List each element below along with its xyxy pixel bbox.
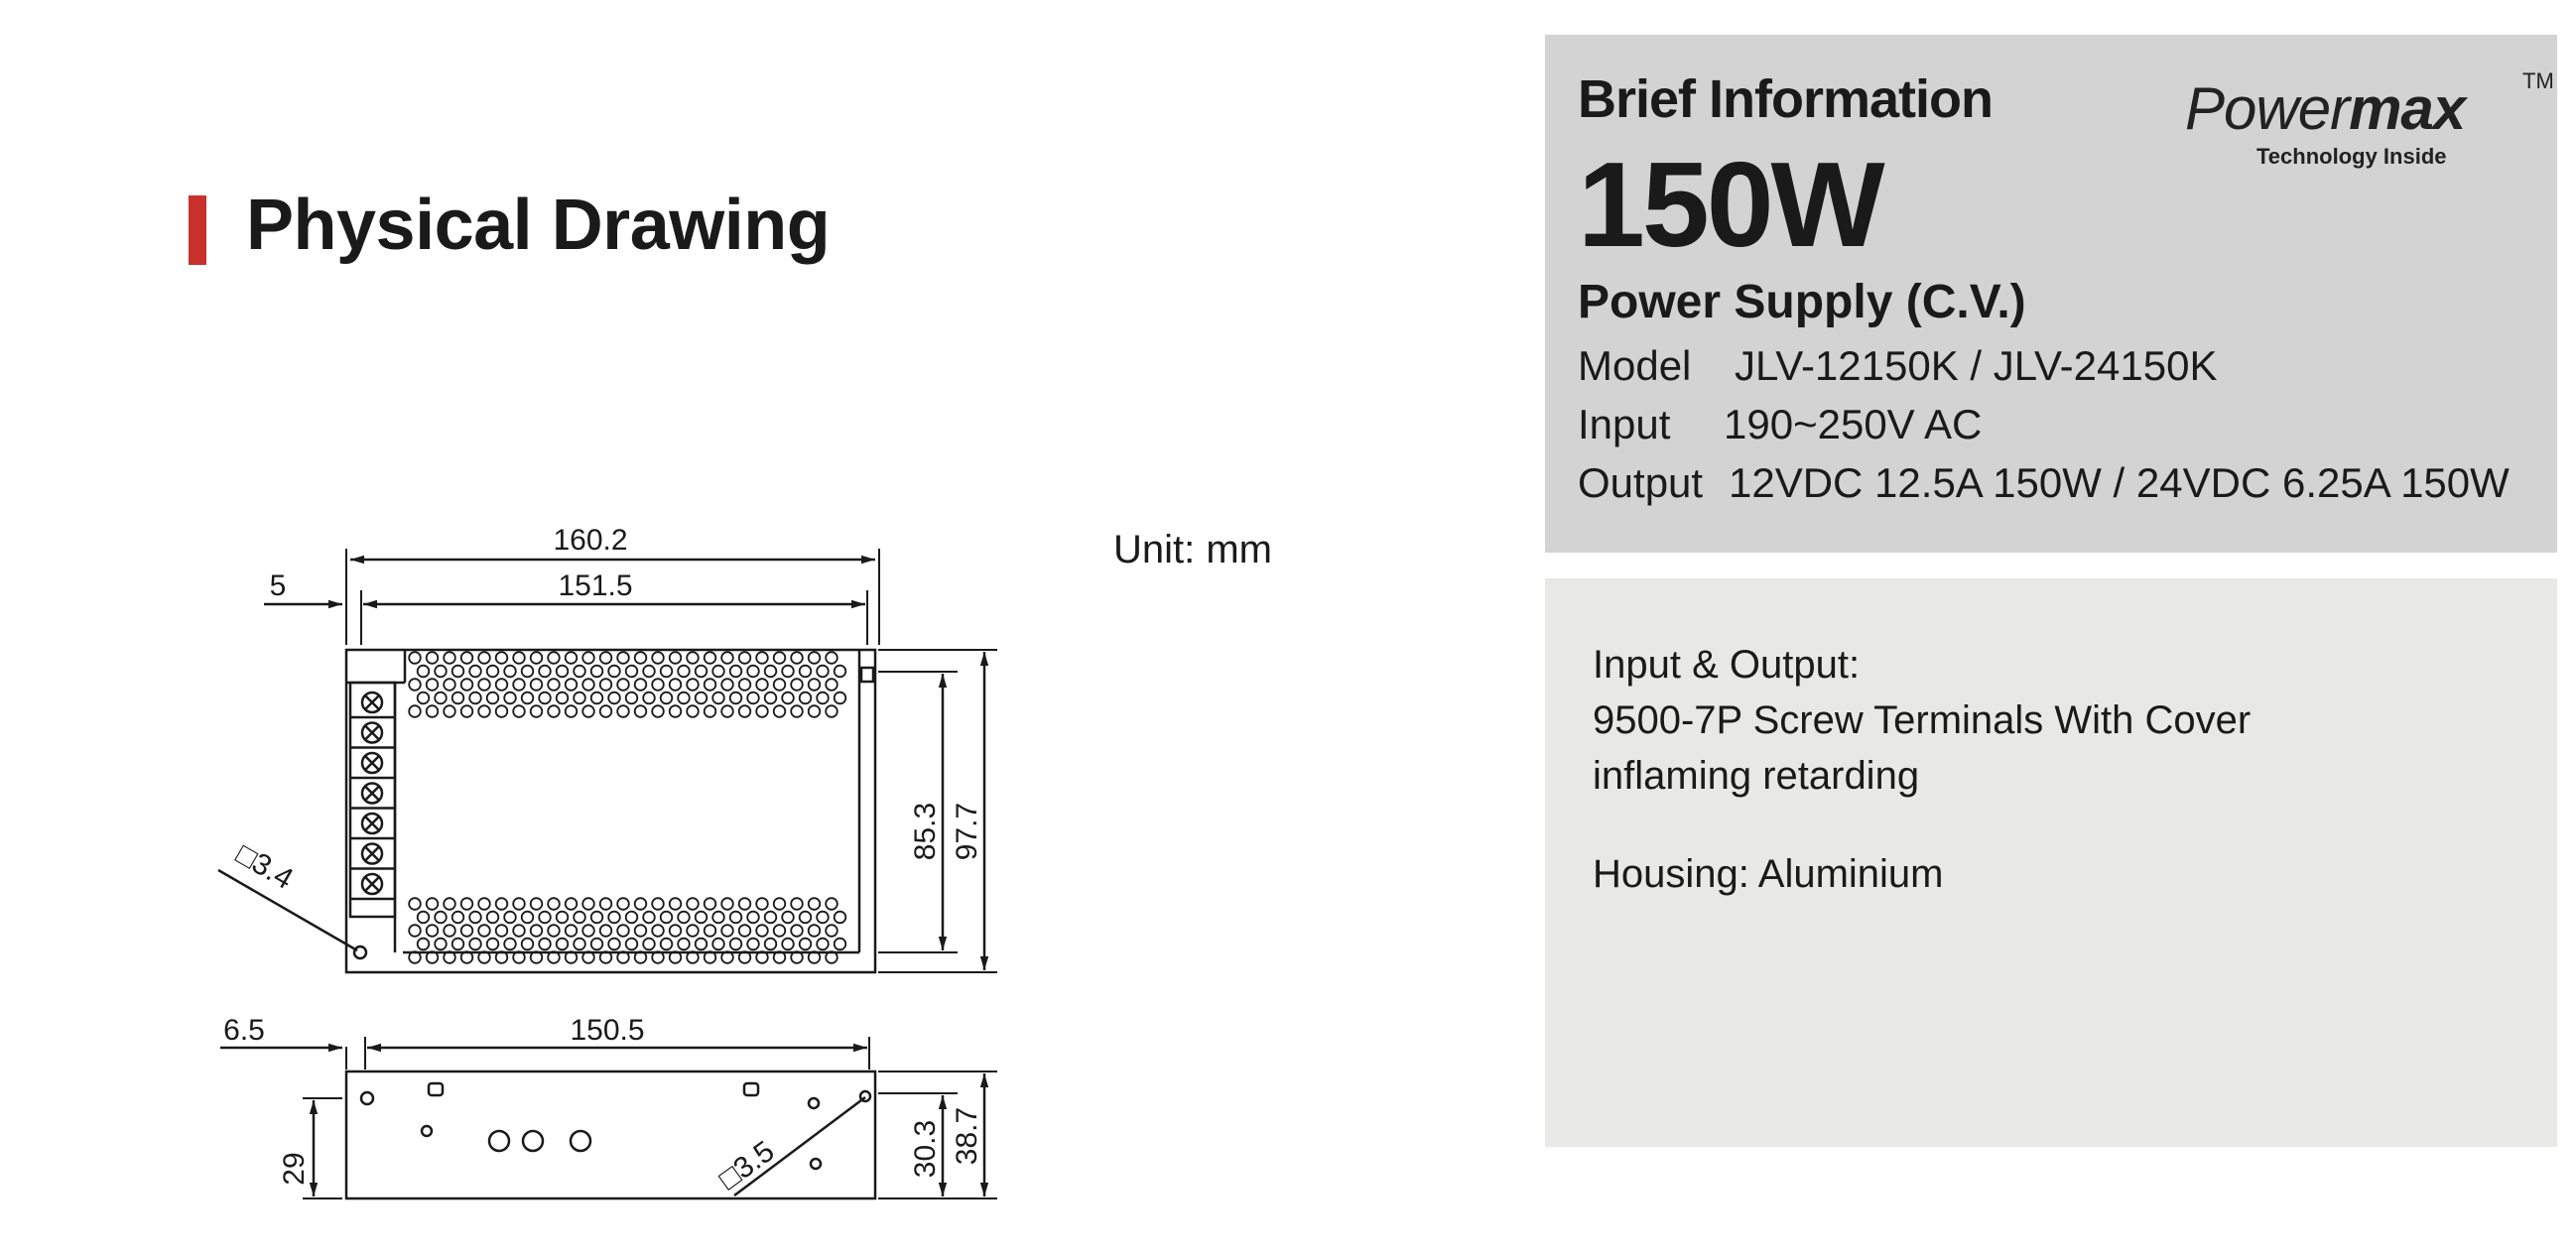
vent-hole bbox=[678, 912, 690, 924]
powermax-logo bbox=[2185, 68, 2554, 169]
vent-hole bbox=[617, 652, 629, 664]
vent-hole bbox=[478, 925, 490, 937]
vent-hole bbox=[435, 666, 447, 678]
vent-hole bbox=[774, 925, 786, 937]
vent-hole bbox=[826, 898, 837, 910]
io-line-1: 9500-7P Screw Terminals With Cover bbox=[1593, 698, 2252, 742]
vent-hole bbox=[712, 939, 724, 950]
vent-hole bbox=[600, 679, 612, 691]
vent-hole bbox=[800, 666, 812, 678]
spec-key: Input bbox=[1578, 401, 1671, 447]
vent-hole bbox=[756, 925, 768, 937]
vent-hole bbox=[548, 652, 560, 664]
vent-hole bbox=[513, 652, 525, 664]
vent-hole bbox=[409, 898, 421, 910]
vent-hole bbox=[478, 679, 490, 691]
vent-hole bbox=[739, 898, 751, 910]
vent-hole bbox=[661, 939, 673, 950]
vent-hole bbox=[418, 666, 430, 678]
vent-hole bbox=[791, 652, 803, 664]
vent-hole bbox=[696, 666, 708, 678]
vent-hole bbox=[461, 679, 473, 691]
vent-hole bbox=[712, 693, 724, 704]
vent-hole bbox=[435, 912, 447, 924]
housing: Housing: Aluminium bbox=[1593, 852, 1944, 896]
vent-hole bbox=[591, 939, 603, 950]
vent-hole bbox=[661, 693, 673, 704]
vent-hole bbox=[747, 666, 759, 678]
vent-hole bbox=[721, 898, 733, 910]
vent-hole bbox=[678, 693, 690, 704]
dim-height-inner: 85.3 bbox=[909, 802, 942, 861]
vent-hole bbox=[608, 666, 620, 678]
vent-hole bbox=[617, 705, 629, 717]
vent-hole bbox=[696, 939, 708, 950]
dim-hole-side: □3.5 bbox=[712, 1134, 781, 1197]
vent-hole bbox=[774, 679, 786, 691]
vent-hole bbox=[687, 705, 699, 717]
product-type: Power Supply (C.V.) bbox=[1578, 276, 2026, 328]
vent-hole bbox=[626, 693, 638, 704]
vent-hole bbox=[791, 705, 803, 717]
vent-hole bbox=[782, 693, 794, 704]
vent-hole bbox=[635, 898, 647, 910]
vent-hole bbox=[444, 679, 455, 691]
vent-hole bbox=[557, 666, 569, 678]
vent-hole bbox=[670, 898, 682, 910]
vent-hole bbox=[643, 939, 655, 950]
vent-hole bbox=[478, 898, 490, 910]
vent-hole bbox=[539, 912, 551, 924]
vent-hole bbox=[496, 898, 508, 910]
vent-hole bbox=[557, 912, 569, 924]
vent-hole bbox=[548, 925, 560, 937]
vent-hole bbox=[635, 652, 647, 664]
vent-hole bbox=[652, 925, 664, 937]
vent-hole bbox=[635, 705, 647, 717]
vent-hole bbox=[774, 652, 786, 664]
vent-hole bbox=[557, 939, 569, 950]
vent-hole bbox=[774, 898, 786, 910]
vent-hole bbox=[539, 666, 551, 678]
vent-hole bbox=[765, 693, 777, 704]
vent-hole bbox=[800, 912, 812, 924]
vent-hole bbox=[531, 705, 543, 717]
vent-hole bbox=[774, 705, 786, 717]
vent-hole bbox=[809, 705, 821, 717]
vent-hole bbox=[427, 652, 439, 664]
vent-hole bbox=[652, 679, 664, 691]
vent-hole bbox=[791, 925, 803, 937]
vent-hole bbox=[747, 939, 759, 950]
vent-hole bbox=[487, 693, 499, 704]
dim-side-height-inner: 30.3 bbox=[909, 1119, 942, 1179]
logo-bold: max bbox=[2349, 75, 2466, 142]
vent-hole bbox=[469, 666, 481, 678]
top-view bbox=[218, 549, 997, 972]
vent-hole bbox=[661, 666, 673, 678]
io-line-2: inflaming retarding bbox=[1593, 754, 1920, 798]
vent-hole bbox=[635, 679, 647, 691]
vent-hole bbox=[566, 652, 578, 664]
vent-hole bbox=[687, 898, 699, 910]
vent-hole bbox=[739, 705, 751, 717]
vent-hole bbox=[739, 925, 751, 937]
dim-side-length: 150.5 bbox=[570, 1014, 645, 1047]
vent-hole bbox=[809, 652, 821, 664]
vent-hole bbox=[469, 939, 481, 950]
vent-hole bbox=[531, 679, 543, 691]
dim-height-outer: 97.7 bbox=[951, 802, 983, 861]
vent-hole bbox=[730, 666, 742, 678]
vent-hole bbox=[504, 939, 516, 950]
vent-hole bbox=[756, 705, 768, 717]
vent-hole bbox=[765, 939, 777, 950]
vent-hole bbox=[705, 652, 716, 664]
vent-hole bbox=[747, 693, 759, 704]
vent-hole bbox=[617, 925, 629, 937]
vent-hole bbox=[765, 666, 777, 678]
vent-hole bbox=[817, 939, 829, 950]
dim-side-height-outer: 38.7 bbox=[951, 1106, 983, 1166]
vent-hole bbox=[469, 912, 481, 924]
vent-hole bbox=[539, 939, 551, 950]
vent-hole bbox=[670, 679, 682, 691]
vent-hole bbox=[574, 939, 585, 950]
vent-hole bbox=[670, 925, 682, 937]
vent-hole bbox=[409, 679, 421, 691]
vent-hole bbox=[427, 898, 439, 910]
vent-hole bbox=[435, 939, 447, 950]
vent-hole bbox=[478, 652, 490, 664]
dim-side-height-left: 29 bbox=[278, 1152, 311, 1186]
vent-hole bbox=[522, 693, 534, 704]
vent-hole bbox=[566, 705, 578, 717]
vent-hole bbox=[600, 898, 612, 910]
spec-key: Model bbox=[1578, 342, 1692, 389]
vent-hole bbox=[608, 912, 620, 924]
vent-hole bbox=[678, 666, 690, 678]
vent-hole bbox=[687, 925, 699, 937]
dim-offset-side: 6.5 bbox=[223, 1014, 265, 1047]
vent-hole bbox=[418, 939, 430, 950]
brief-heading: Brief Information bbox=[1578, 69, 1994, 129]
vent-hole bbox=[670, 652, 682, 664]
vent-hole bbox=[427, 705, 439, 717]
vent-hole bbox=[791, 679, 803, 691]
vent-hole bbox=[418, 693, 430, 704]
vent-hole bbox=[409, 925, 421, 937]
vent-hole bbox=[548, 898, 560, 910]
vent-hole bbox=[496, 705, 508, 717]
vent-hole bbox=[513, 898, 525, 910]
vent-hole bbox=[591, 912, 603, 924]
vent-hole bbox=[582, 652, 594, 664]
vent-hole bbox=[730, 693, 742, 704]
vent-hole bbox=[800, 939, 812, 950]
dim-overall-length: 160.2 bbox=[553, 524, 628, 557]
vent-hole bbox=[487, 912, 499, 924]
vent-hole bbox=[418, 912, 430, 924]
vent-hole bbox=[696, 693, 708, 704]
vent-hole bbox=[461, 652, 473, 664]
vent-hole bbox=[582, 705, 594, 717]
vent-hole bbox=[496, 679, 508, 691]
vent-hole bbox=[487, 939, 499, 950]
vent-hole bbox=[566, 679, 578, 691]
vent-hole bbox=[531, 925, 543, 937]
spec-key: Output bbox=[1578, 459, 1704, 506]
vent-hole bbox=[452, 912, 464, 924]
vent-hole bbox=[730, 912, 742, 924]
vent-hole bbox=[705, 898, 716, 910]
vent-hole bbox=[504, 912, 516, 924]
vent-hole bbox=[574, 912, 585, 924]
vent-hole bbox=[427, 679, 439, 691]
vent-hole bbox=[591, 666, 603, 678]
vent-hole bbox=[461, 898, 473, 910]
vent-hole bbox=[678, 939, 690, 950]
vent-hole bbox=[608, 939, 620, 950]
vent-hole bbox=[826, 705, 837, 717]
vent-hole bbox=[566, 898, 578, 910]
vent-hole bbox=[712, 912, 724, 924]
vent-hole bbox=[817, 666, 829, 678]
vent-hole bbox=[809, 898, 821, 910]
vent-hole bbox=[513, 705, 525, 717]
vent-hole bbox=[809, 925, 821, 937]
vent-hole bbox=[409, 705, 421, 717]
vent-hole bbox=[487, 666, 499, 678]
vent-hole bbox=[721, 679, 733, 691]
vent-hole bbox=[643, 912, 655, 924]
vent-hole bbox=[600, 705, 612, 717]
vent-hole bbox=[522, 912, 534, 924]
vent-hole bbox=[800, 693, 812, 704]
vent-hole bbox=[817, 912, 829, 924]
vent-hole bbox=[582, 898, 594, 910]
vent-hole bbox=[496, 652, 508, 664]
vent-hole bbox=[756, 652, 768, 664]
vent-hole bbox=[531, 652, 543, 664]
vent-hole bbox=[705, 705, 716, 717]
vent-hole bbox=[469, 693, 481, 704]
vent-hole bbox=[730, 939, 742, 950]
vent-hole bbox=[444, 652, 455, 664]
vent-hole bbox=[756, 679, 768, 691]
spec-model bbox=[1578, 342, 2217, 390]
vent-hole bbox=[452, 693, 464, 704]
vent-hole bbox=[435, 693, 447, 704]
vent-hole bbox=[427, 925, 439, 937]
vent-hole bbox=[835, 939, 846, 950]
vent-hole bbox=[531, 898, 543, 910]
vent-hole bbox=[652, 652, 664, 664]
vent-hole bbox=[643, 666, 655, 678]
vent-hole bbox=[574, 666, 585, 678]
vent-hole bbox=[687, 652, 699, 664]
vent-hole bbox=[608, 693, 620, 704]
physical-drawing bbox=[0, 0, 1111, 1260]
vent-hole bbox=[522, 666, 534, 678]
vent-hole bbox=[444, 925, 455, 937]
vent-hole bbox=[687, 679, 699, 691]
vent-hole bbox=[652, 898, 664, 910]
logo-tagline: Technology Inside bbox=[2256, 144, 2447, 169]
vent-hole bbox=[574, 693, 585, 704]
vent-hole bbox=[504, 693, 516, 704]
vent-hole bbox=[661, 912, 673, 924]
vent-hole bbox=[444, 898, 455, 910]
spec-value: JLV-12150K / JLV-24150K bbox=[1735, 342, 2218, 389]
io-label: Input & Output: bbox=[1593, 643, 1861, 687]
vent-hole bbox=[591, 693, 603, 704]
vent-hole bbox=[461, 925, 473, 937]
vent-hole bbox=[826, 652, 837, 664]
page-title: Physical Drawing bbox=[246, 186, 831, 265]
vent-hole bbox=[409, 652, 421, 664]
vent-hole bbox=[478, 705, 490, 717]
vent-hole bbox=[712, 666, 724, 678]
vent-hole bbox=[557, 693, 569, 704]
vent-hole bbox=[513, 925, 525, 937]
vent-hole bbox=[835, 693, 846, 704]
wattage: 150W bbox=[1578, 137, 1882, 272]
vent-hole bbox=[739, 652, 751, 664]
vent-hole bbox=[782, 666, 794, 678]
vent-hole bbox=[452, 666, 464, 678]
vent-hole bbox=[522, 939, 534, 950]
side-view bbox=[220, 1037, 997, 1198]
vent-hole bbox=[626, 912, 638, 924]
vent-hole bbox=[782, 939, 794, 950]
vent-hole bbox=[548, 705, 560, 717]
vent-hole bbox=[635, 925, 647, 937]
vent-hole bbox=[705, 679, 716, 691]
dim-inner-length: 151.5 bbox=[558, 569, 633, 602]
vent-hole bbox=[444, 705, 455, 717]
vent-hole bbox=[696, 912, 708, 924]
vent-hole bbox=[670, 705, 682, 717]
vent-hole bbox=[835, 666, 846, 678]
vent-hole bbox=[496, 925, 508, 937]
vent-hole bbox=[791, 898, 803, 910]
vent-hole bbox=[826, 679, 837, 691]
logo-trademark: TM bbox=[2522, 68, 2554, 93]
vent-hole bbox=[826, 925, 837, 937]
vent-hole bbox=[566, 925, 578, 937]
vent-hole bbox=[617, 679, 629, 691]
vent-holes-top bbox=[409, 652, 845, 717]
logo-light: Power bbox=[2185, 75, 2350, 142]
dim-offset-top: 5 bbox=[269, 569, 287, 602]
vent-hole bbox=[765, 912, 777, 924]
vent-hole bbox=[739, 679, 751, 691]
vent-hole bbox=[504, 666, 516, 678]
vent-hole bbox=[513, 679, 525, 691]
vent-hole bbox=[643, 693, 655, 704]
terminal-screws bbox=[350, 693, 395, 899]
vent-hole bbox=[539, 693, 551, 704]
vent-hole bbox=[721, 652, 733, 664]
vent-hole bbox=[782, 912, 794, 924]
vent-hole bbox=[582, 925, 594, 937]
spec-value: 12VDC 12.5A 150W / 24VDC 6.25A 150W bbox=[1729, 459, 2510, 506]
vent-hole bbox=[652, 705, 664, 717]
vent-hole bbox=[548, 679, 560, 691]
vent-hole bbox=[705, 925, 716, 937]
details-panel bbox=[1545, 578, 2557, 1147]
vent-hole bbox=[721, 925, 733, 937]
spec-input bbox=[1578, 401, 1982, 448]
brief-info-panel bbox=[1545, 35, 2557, 553]
vent-hole bbox=[747, 912, 759, 924]
vent-hole bbox=[756, 898, 768, 910]
vent-hole bbox=[600, 652, 612, 664]
vent-hole bbox=[809, 679, 821, 691]
unit-label: Unit: mm bbox=[1113, 528, 1272, 571]
vent-hole bbox=[626, 939, 638, 950]
vent-hole bbox=[461, 705, 473, 717]
dim-hole-top: □3.4 bbox=[230, 837, 299, 896]
vent-hole bbox=[600, 925, 612, 937]
vent-hole bbox=[721, 705, 733, 717]
vent-hole bbox=[626, 666, 638, 678]
vent-hole bbox=[835, 912, 846, 924]
vent-hole bbox=[617, 898, 629, 910]
vent-hole bbox=[817, 693, 829, 704]
vent-hole bbox=[582, 679, 594, 691]
spec-value: 190~250V AC bbox=[1724, 401, 1983, 447]
spec-output bbox=[1578, 459, 2510, 507]
vent-hole bbox=[452, 939, 464, 950]
